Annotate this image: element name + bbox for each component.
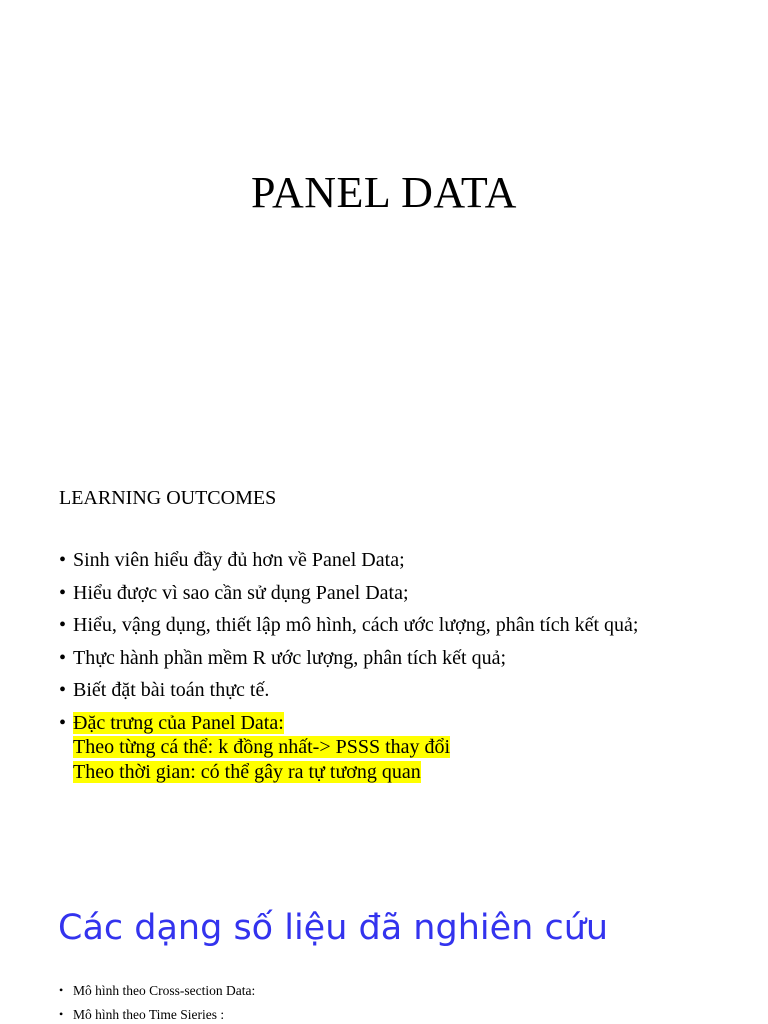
list-item-text: Hiểu, vậng dụng, thiết lập mô hình, cách ước lượng, phân tích kết quả; xyxy=(73,614,639,636)
list-item-text: Mô hình theo Cross-section Data: xyxy=(73,983,256,998)
list-item-text: Hiểu được vì sao cần sử dụng Panel Data; xyxy=(73,581,409,604)
bullet-icon: • xyxy=(59,679,67,701)
bullet-icon: • xyxy=(59,581,67,604)
bullet-icon: • xyxy=(59,646,67,669)
learning-outcomes-list xyxy=(59,548,749,793)
list-item xyxy=(59,1006,255,1023)
highlighted-list-item xyxy=(59,711,749,785)
list-item xyxy=(59,678,749,702)
list-item xyxy=(59,982,255,999)
bullet-icon: • xyxy=(59,983,64,997)
bullet-icon: • xyxy=(59,711,67,734)
list-item-text: Biết đặt bài toán thực tế. xyxy=(73,679,270,701)
list-item xyxy=(59,548,749,572)
list-item-text: Mô hình theo Time Sieries : xyxy=(73,1007,225,1022)
slide-title: PANEL DATA xyxy=(251,168,517,217)
data-types-list xyxy=(59,982,255,1024)
list-item-text: Thực hành phần mềm R ước lượng, phân tích kết quả; xyxy=(73,646,507,669)
list-item xyxy=(59,581,749,605)
bullet-icon: • xyxy=(59,1007,64,1021)
highlighted-text-block xyxy=(73,711,450,785)
data-types-heading: Các dạng số liệu đã nghiên cứu xyxy=(58,908,609,948)
bullet-icon: • xyxy=(59,549,67,571)
highlighted-line-by-time: Theo thời gian: có thể gây ra tự tương quan xyxy=(73,760,421,783)
highlighted-line-by-individual: Theo từng cá thể: k đồng nhất-> PSSS thay đổi xyxy=(73,736,451,758)
list-item xyxy=(59,613,749,637)
highlighted-line-characteristics: Đặc trưng của Panel Data: xyxy=(73,711,284,734)
list-item-text: Sinh viên hiểu đầy đủ hơn về Panel Data; xyxy=(73,549,405,571)
learning-outcomes-heading: LEARNING OUTCOMES xyxy=(59,487,277,509)
bullet-icon: • xyxy=(59,614,67,636)
list-item xyxy=(59,646,749,670)
